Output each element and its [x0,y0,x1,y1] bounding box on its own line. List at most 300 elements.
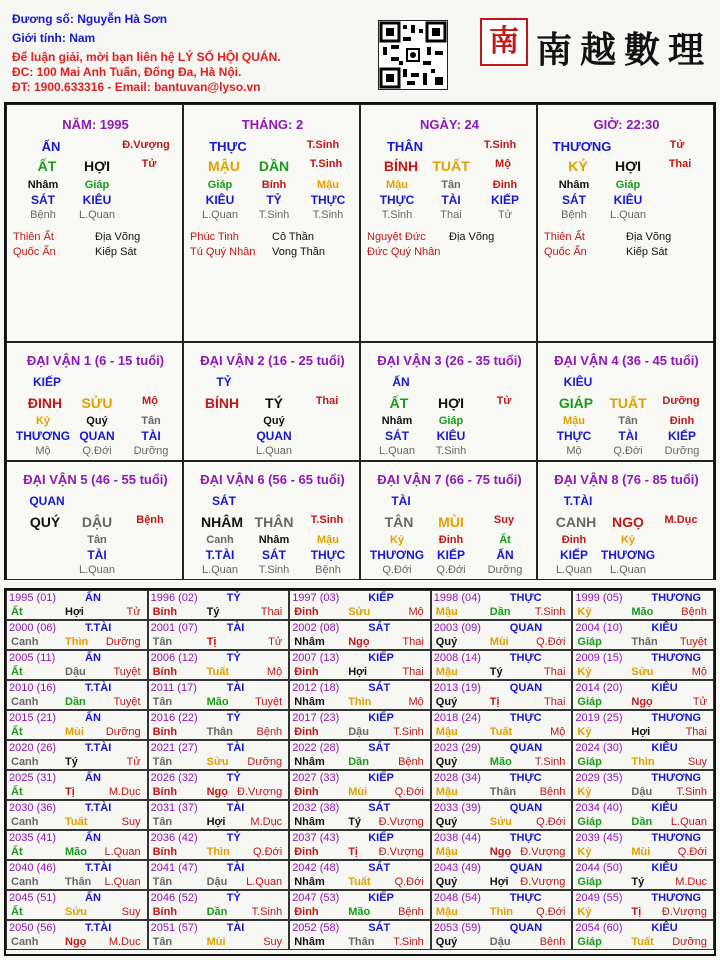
year-stem: Kỷ [577,666,592,678]
ten-god: ẤN [85,772,101,784]
ten-god: KIÊU [651,922,678,934]
year-label: 2006 (12) [150,652,198,664]
year-cell[interactable] [431,590,573,620]
address-line: ĐC: 100 Mai Anh Tuấn, Đống Đa, Hà Nội. [12,65,242,79]
year-cell[interactable] [572,860,714,890]
year-cell[interactable] [148,890,290,920]
year-label: 2051 (57) [150,922,198,934]
year-stem: Nhâm [294,636,325,648]
year-label: 2047 (53) [292,892,340,904]
year-stage: Q.Đới [252,846,283,858]
year-cell[interactable] [148,740,290,770]
year-branch: Thìn [206,846,230,858]
year-stage: Bệnh [398,906,424,918]
ten-god: KIẾP [368,832,394,844]
hidden-stem: Tân [141,415,161,427]
hidden-stage: Dưỡng [133,445,169,457]
year-cell[interactable] [572,770,714,800]
year-branch: Thân [489,786,517,798]
year-cell[interactable] [6,680,148,710]
year-cell[interactable] [289,680,431,710]
ten-god: THÂN [386,139,424,154]
year-branch: Dần [206,906,228,918]
year-cell[interactable] [572,680,714,710]
year-cell[interactable] [148,710,290,740]
year-cell[interactable] [289,620,431,650]
year-branch: Thân [348,936,375,948]
year-cell[interactable] [572,920,714,950]
year-stem: Giáp [577,696,602,708]
year-cell[interactable] [431,650,573,680]
year-cell[interactable] [6,710,148,740]
ten-god: ẤN [85,712,101,724]
hidden-stem: Tân [87,534,107,546]
year-cell[interactable] [431,620,573,650]
hidden-stage: Bệnh [561,209,587,221]
ten-god: SÁT [212,494,236,508]
ten-god: THỰC [509,592,542,604]
year-cell[interactable] [148,860,290,890]
year-cell[interactable] [289,740,431,770]
star: Tú Quý Nhân [190,246,256,258]
ten-god: KIÊU [651,862,678,874]
year-stem: Quý [435,876,458,888]
earthly-branch: DẬU [81,514,113,530]
year-label: 1998 (04) [433,592,481,604]
year-cell[interactable] [6,620,148,650]
year-cell[interactable] [6,830,148,860]
year-stage: Thai [260,606,283,618]
year-stem: Mậu [435,666,458,678]
year-branch: Thìn [65,636,89,648]
year-cell[interactable] [148,830,290,860]
hidden-stem: Kỷ [389,534,405,546]
year-label: 2004 (10) [575,622,623,634]
year-stem: Mậu [435,846,458,858]
year-cell[interactable] [289,710,431,740]
year-branch: Dần [631,816,653,828]
ten-god: T.TÀI [563,494,593,508]
dai-van-7 [360,461,537,580]
name-label: Đương số: [12,12,74,26]
year-branch: Mão [206,696,229,708]
year-branch: Thân [65,876,92,888]
star: Địa Võng [95,231,141,243]
hidden-god: THƯƠNG [369,548,425,562]
qr-code-icon[interactable] [378,20,448,90]
year-cell[interactable] [6,890,148,920]
heavenly-stem: ẤT [389,395,409,411]
ten-god: THỰC [509,652,542,664]
year-stem: Tân [152,816,173,828]
hidden-stem: Kỷ [620,534,636,546]
year-cell[interactable] [6,920,148,950]
year-stem: Bính [152,786,178,798]
dai-van-title: ĐẠI VẬN 4 (36 - 45 tuổi) [554,353,699,368]
name-line [12,12,167,26]
hidden-god: KIÊU [205,193,235,207]
dai-van-4 [537,342,714,461]
year-cell[interactable] [289,860,431,890]
hidden-stage: Q.Đới [82,445,112,457]
year-cell[interactable] [431,680,573,710]
hidden-god: ẤN [496,548,514,562]
ten-god: T.TÀI [85,802,112,814]
year-cell[interactable] [572,830,714,860]
hidden-stage: Tử [497,209,513,221]
ten-god: T.TÀI [85,922,112,934]
year-branch: Ngọ [489,846,512,858]
year-cell[interactable] [148,680,290,710]
year-label: 1997 (03) [292,592,340,604]
year-label: 2001 (07) [150,622,198,634]
year-branch: Dần [489,606,511,618]
hidden-god: THỰC [310,548,346,562]
year-branch: Hợi [348,666,368,678]
year-stage: M.Dục [675,876,707,888]
hidden-stage: Q.Đới [382,564,412,576]
year-cell[interactable] [148,650,290,680]
hidden-stem: Đinh [669,415,695,427]
ten-god: THỰC [509,892,542,904]
star: Đức Quý Nhân [367,246,441,258]
year-stage: Mộ [266,666,283,678]
ten-god: QUAN [509,682,543,694]
year-stem: Bính [152,726,178,738]
year-label: 2029 (35) [575,772,623,784]
year-stem: Quý [435,756,458,768]
year-stage: Tử [692,696,707,708]
ten-god: TÀI [226,742,245,754]
year-stem: Mậu [435,606,458,618]
year-cell[interactable] [572,890,714,920]
year-label: 2046 (52) [150,892,198,904]
year-stem: Quý [435,696,458,708]
earthly-branch: HỢI [84,158,110,174]
year-cell[interactable] [6,590,148,620]
year-cell[interactable] [431,710,573,740]
hidden-god: THỰC [310,193,346,207]
hidden-god: SÁT [562,193,586,207]
year-stem: Đinh [294,726,319,738]
dai-van-title: ĐẠI VẬN 5 (46 - 55 tuổi) [23,472,168,487]
year-stage: Tử [268,636,283,648]
earthly-branch: THÂN [254,514,294,530]
hidden-god: KIẾP [490,193,519,207]
hidden-god: TÀI [441,193,461,207]
year-cell[interactable] [431,920,573,950]
star: Địa Võng [449,231,495,243]
year-stem: Bính [152,666,178,678]
hidden-stage: Thai [440,209,462,221]
year-cell[interactable] [572,710,714,740]
year-cell[interactable] [431,860,573,890]
year-stem: Canh [11,936,39,948]
heavenly-stem: ẤT [37,158,57,174]
year-label: 2010 (16) [9,682,57,694]
year-cell[interactable] [289,920,431,950]
year-label: 2013 (19) [433,682,481,694]
ten-god: TỶ [226,652,241,664]
hidden-god: THƯƠNG [600,548,656,562]
year-branch: Tị [348,846,358,858]
ten-god: KIẾP [368,592,394,604]
year-branch: Tị [489,696,500,708]
year-label: 2032 (38) [292,802,340,814]
year-branch: Dậu [631,786,653,798]
gender-line [12,31,95,45]
ten-god: ẤN [41,139,61,154]
ten-god: TỶ [226,712,241,724]
hidden-god: KIẾP [436,548,465,562]
year-cell[interactable] [148,590,290,620]
ten-god: QUAN [509,622,543,634]
hidden-god: SÁT [262,548,286,562]
ten-god: KIÊU [651,742,678,754]
hidden-stage: L.Quan [609,209,647,221]
year-cell[interactable] [6,860,148,890]
hidden-stem: Giáp [438,415,464,427]
year-stage: Q.Đới [536,906,566,918]
year-branch: Sửu [206,756,229,768]
ten-god: KIẾP [368,892,394,904]
hidden-stem: Tân [618,415,638,427]
year-stage: M.Dục [108,936,141,948]
year-cell[interactable] [289,650,431,680]
year-branch: Tuất [631,936,654,948]
dai-van-title: ĐẠI VẬN 6 (56 - 65 tuổi) [200,472,345,487]
hidden-god: SÁT [385,429,409,443]
ten-god: THƯƠNG [552,139,612,154]
year-branch: Tý [631,876,645,888]
year-stage: T.Sinh [534,606,566,618]
year-branch: Dần [65,696,86,708]
ten-god: SÁT [368,802,391,814]
ten-god: THƯƠNG [651,712,702,724]
year-stem: Kỷ [577,606,592,618]
year-cell[interactable] [572,620,714,650]
life-stage: T.Sinh [306,139,340,151]
ten-god: THỰC [209,139,247,154]
year-label: 2027 (33) [292,772,340,784]
hidden-stage: T.Sinh [435,445,467,457]
year-cell[interactable] [6,800,148,830]
year-label: 2019 (25) [575,712,623,724]
name-value: Nguyễn Hà Sơn [77,12,168,26]
earthly-branch: HỢI [438,395,464,411]
year-stage: Q.Đới [677,846,707,858]
year-stage: Tuyệt [679,636,707,648]
year-label: 2036 (42) [150,832,198,844]
year-cell[interactable] [431,830,573,860]
hidden-stage: Bệnh [30,209,56,221]
hidden-stage: L.Quan [201,209,239,221]
year-stage: Q.Đới [536,816,566,828]
gender-value: Nam [69,31,96,45]
year-cell[interactable] [6,650,148,680]
year-stage: Bệnh [398,756,424,768]
year-label: 2017 (23) [292,712,340,724]
header [0,0,720,100]
hidden-stage: Q.Đới [436,564,466,576]
year-label: 2049 (55) [575,892,623,904]
pillar-title: THÁNG: 2 [241,117,304,132]
year-stem: Giáp [577,816,602,828]
pillar-title: GIỜ: 22:30 [593,117,660,132]
year-cell[interactable] [148,770,290,800]
branch-stage: Mộ [142,395,158,407]
hidden-god: THƯƠNG [15,429,71,443]
star: Nguyệt Đức [367,231,426,243]
year-label: 2022 (28) [292,742,340,754]
hidden-stage: T.Sinh [258,564,290,576]
year-stage: Thai [543,696,566,708]
year-label: 2008 (14) [433,652,481,664]
hidden-stem: Đinh [492,179,518,191]
year-stage: Q.Đới [394,876,424,888]
hidden-stem: Đinh [438,534,464,546]
year-stem: Bính [152,606,178,618]
hidden-stage: L.Quan [555,564,593,576]
year-stage: T.Sinh [393,726,424,738]
year-stem: Kỷ [577,906,592,918]
year-stem: Canh [11,696,39,708]
year-cell[interactable] [572,590,714,620]
annual-luck-grid [4,588,716,956]
year-stage: Thai [402,636,424,648]
hidden-stage: Q.Đới [613,445,643,457]
year-label: 2054 (60) [575,922,623,934]
ten-god: QUAN [509,742,543,754]
hidden-stage: Dưỡng [487,564,523,576]
year-label: 2014 (20) [575,682,623,694]
hidden-god: KIẾP [559,548,588,562]
year-stage: Tuyệt [255,696,283,708]
year-stem: Ất [11,786,23,798]
ten-god: T.TÀI [85,862,112,874]
year-stage: M.Dục [250,816,283,828]
earthly-branch: MÙI [438,514,464,530]
year-stage: Bệnh [681,606,707,618]
year-label: 2030 (36) [9,802,57,814]
branch-stage: T.Sinh [310,514,344,526]
year-cell[interactable] [431,890,573,920]
year-label: 2031 (37) [150,802,198,814]
ten-god: KIẾP [368,772,394,784]
year-cell[interactable] [289,890,431,920]
year-cell[interactable] [148,800,290,830]
ten-god: THƯƠNG [651,892,702,904]
ten-god: THƯƠNG [651,652,702,664]
hidden-stage: L.Quan [78,564,116,576]
year-cell[interactable] [572,800,714,830]
year-label: 2025 (31) [9,772,57,784]
year-label: 1995 (01) [9,592,57,604]
year-branch: Sửu [65,906,88,918]
year-stem: Canh [11,636,39,648]
year-label: 2011 (17) [150,682,197,694]
heavenly-stem: MẬU [208,158,240,174]
hidden-stage: L.Quan [378,445,416,457]
hidden-stage: L.Quan [255,445,293,457]
heavenly-stem: QUÝ [29,514,61,530]
pillar-0 [6,104,183,342]
year-stem: Quý [435,636,458,648]
year-cell[interactable] [431,740,573,770]
year-cell[interactable] [148,620,290,650]
year-stage: Dưỡng [105,636,141,648]
ten-god: ẤN [392,375,410,389]
year-stage: Mộ [691,666,707,678]
year-stage: Dưỡng [247,756,283,768]
dai-van-title: ĐẠI VẬN 7 (66 - 75 tuổi) [377,472,522,487]
year-stem: Ất [11,906,23,918]
year-label: 2052 (58) [292,922,340,934]
earthly-branch: DẦN [258,158,290,174]
year-stem: Ất [11,666,23,678]
year-stage: Suy [688,756,707,768]
year-branch: Dậu [348,726,369,738]
year-label: 2043 (49) [433,862,481,874]
star: Cô Thần [272,231,314,243]
year-stem: Tân [152,876,173,888]
year-branch: Thìn [631,756,655,768]
year-stem: Nhâm [294,816,325,828]
year-cell[interactable] [572,650,714,680]
ten-god: TÀI [226,862,245,874]
year-cell[interactable] [148,920,290,950]
year-branch: Mùi [631,846,651,858]
year-stem: Nhâm [294,936,325,948]
hidden-god: T.TÀI [205,548,235,562]
year-cell[interactable] [6,740,148,770]
heavenly-stem: CANH [555,514,597,530]
year-cell[interactable] [289,830,431,860]
year-stem: Giáp [577,876,602,888]
ten-god: QUAN [509,802,543,814]
dai-van-title: ĐẠI VẬN 1 (6 - 15 tuổi) [26,353,165,368]
year-label: 2041 (47) [150,862,198,874]
year-label: 2016 (22) [150,712,198,724]
branch-stage: Dưỡng [662,395,700,407]
ten-god: TỶ [216,375,232,389]
pillar-title: NGÀY: 24 [420,117,479,132]
star: Kiếp Sát [626,246,668,258]
year-branch: Tý [489,666,503,678]
year-cell[interactable] [431,800,573,830]
year-branch: Tuất [65,816,88,828]
year-cell[interactable] [289,590,431,620]
year-cell[interactable] [572,740,714,770]
year-label: 2042 (48) [292,862,340,874]
hidden-god: QUAN [256,429,292,443]
year-stage: Suy [263,936,283,948]
year-branch: Ngọ [631,696,653,708]
year-label: 2033 (39) [433,802,481,814]
year-branch: Mùi [489,636,509,648]
year-stem: Canh [11,816,39,828]
year-stage: Dưỡng [672,936,707,948]
life-stage: Đ.Vượng [122,139,170,151]
year-cell[interactable] [289,770,431,800]
year-cell[interactable] [289,800,431,830]
year-cell[interactable] [6,770,148,800]
dai-van-6 [183,461,360,580]
year-cell[interactable] [431,770,573,800]
hidden-god: TÀI [618,429,638,443]
year-stem: Mậu [435,786,458,798]
year-label: 1999 (05) [575,592,623,604]
